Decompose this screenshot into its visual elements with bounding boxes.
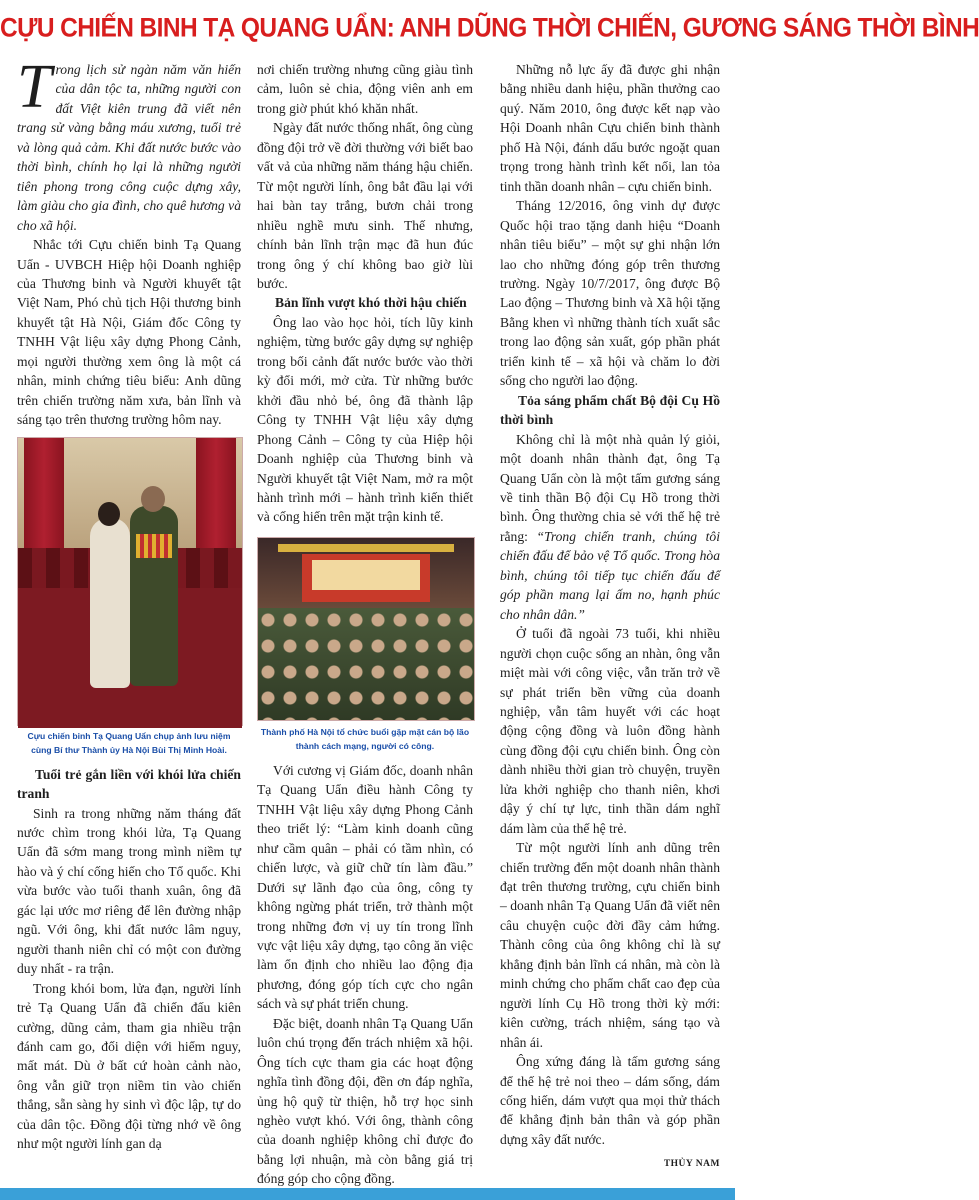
column-2: [257, 60, 473, 1189]
paragraph: Ngày đất nước thống nhất, ông cùng đồng đội trở về đời thường với biết bao vất vả của những năm tháng hậu chiến. Từ một người lính, ông bắt đầu lại với hai bàn tay trắng, bươn chải trong nhiều nghề mưu sinh. Thế nhưng, chính bản lĩnh trận mạc đã hun đúc trong ông ý chí không bao giờ lùi bước.: [257, 120, 473, 291]
paragraph: Nhắc tới Cựu chiến binh Tạ Quang Uẩn - UVBCH Hiệp hội Doanh nghiệp của Thương binh và Người khuyết tật Việt Nam, Phó chủ tịch Hội thương binh khuyết tật Hà Nội, Giám đốc Công ty TNHH Vật liệu xây dựng Phong Cảnh, mọi người thường xem ông là một cá nhân, minh chứng tiêu biểu: Anh dũng trên chiến trường năm xưa, bản lĩnh và sáng tạo trên thương trường hôm nay.: [17, 237, 241, 428]
photo-commemorative: [17, 437, 243, 726]
paragraph: Ông lao vào học hỏi, tích lũy kinh nghiệm, từng bước gây dựng sự nghiệp trong bối cảnh đất nước bước vào thời kỳ đổi mới, mở cửa. Từ những bước khởi đầu nhỏ bé, ông đã thành lập Công ty TNHH Vật liệu xây dựng Phong Cảnh – Công ty của Hiệp hội Doanh nghiệp của Thương binh và Người khuyết tật Việt Nam, mở ra một hành trình mới – hành trình kiến thiết và cống hiến trên mặt trận kinh tế.: [257, 314, 473, 525]
paragraph: Với cương vị Giám đốc, doanh nhân Tạ Quang Uẩn điều hành Công ty TNHH Vật liệu xây dựng Phong Cảnh theo triết lý: “Làm kinh doanh cũng như cầm quân – phải có tầm nhìn, có chiến lược, và giữ chữ tín làm đầu.” Dưới sự lãnh đạo của ông, công ty không ngừng phát triển, trở thành một trong những đơn vị uy tín trong lĩnh vực vật liệu xây dựng, tạo công ăn việc làm ổn định cho nhiều lao động địa phương, đóng góp tích cực cho ngân sách và sự phát triển chung.: [257, 762, 473, 1012]
article-headline: CỰU CHIẾN BINH TẠ QUANG UẨN: ANH DŨNG THỜI CHIẾN, GƯƠNG SÁNG THỜI BÌNH: [0, 13, 979, 44]
section-subhead: Tỏa sáng phẩm chất Bộ đội Cụ Hồ thời bình: [500, 392, 720, 428]
paragraph: Sinh ra trong những năm tháng đất nước chìm trong khói lửa, Tạ Quang Uẩn đã sớm mang trong mình niềm tự hào và ý chí cống hiến cho Tổ quốc. Khi vừa bước vào tuổi thanh xuân, ông đã gác lại ước mơ riêng để lên đường nhập ngũ. Với ông, khi đất nước lâm nguy, người thanh niên chỉ có một con đường duy nhất - ra trận.: [17, 805, 241, 977]
paragraph: Những nỗ lực ấy đã được ghi nhận bằng nhiều danh hiệu, phần thưởng cao quý. Năm 2010, ông được kết nạp vào Hội Doanh nhân Cựu chiến binh thành phố Hà Nội, đánh dấu bước ngoặt quan trọng trong hành trình kết nối, lan tỏa tinh thần doanh nhân – cựu chiến binh.: [500, 62, 720, 194]
footer-bar: [0, 1188, 735, 1200]
column-3: [500, 60, 720, 1175]
quote: “Trong chiến tranh, chúng tôi chiến đấu để bảo vệ Tổ quốc. Trong hòa bình, chúng tôi tiếp tục chiến đấu để góp phần mang lại ấm no, hạnh phúc cho nhân dân.”: [500, 528, 720, 622]
photo-caption: Thành phố Hà Nội tổ chức buổi gặp mặt cán bộ lão thành cách mạng, người có công.: [260, 726, 470, 751]
photo-meeting: [257, 537, 475, 721]
column-1: [17, 53, 241, 1154]
paragraph-lead: Không chỉ là một nhà quản lý giỏi, một doanh nhân thành đạt, ông Tạ Quang Uẩn còn là một tấm gương sáng về tinh thần Bộ đội Cụ Hồ trong thời bình. Ông thường chia sẻ với thế hệ trẻ rằng:: [500, 431, 720, 544]
paragraph: Từ một người lính anh dũng trên chiến trường đến một doanh nhân thành đạt trên thương trường, cựu chiến binh – doanh nhân Tạ Quang Uẩn đã viết nên câu chuyện cuộc đời đầy cảm hứng. Thành công của ông không chỉ là sự khẳng định bản lĩnh cá nhân, mà còn là minh chứng cho phẩm chất cao đẹp của người lính Cụ Hồ trong thời kỳ mới: kiên cường, trách nhiệm, sáng tạo và nhân ái.: [500, 840, 720, 1050]
author-byline: THỦY NAM: [663, 1159, 720, 1170]
paragraph: Ở tuổi đã ngoài 73 tuổi, khi nhiều người chọn cuộc sống an nhàn, ông vẫn miệt mài với công việc, vẫn trăn trở về sự phát triển bền vững của doanh nghiệp, vẫn tâm huyết với các hoạt động cộng đồng và luôn đồng hành cùng đồng đội cựu chiến binh. Ông còn dành nhiều thời gian trò chuyện, truyền lửa khởi nghiệp cho thanh niên, khơi dậy ý chí tự lực, tinh thần dám nghĩ dám làm của thế hệ trẻ.: [500, 626, 720, 836]
section-subhead: Tuổi trẻ gắn liền với khói lửa chiến tranh: [17, 766, 241, 802]
section-subhead: Bản lĩnh vượt khó thời hậu chiến: [275, 295, 467, 311]
paragraph: Tháng 12/2016, ông vinh dự được Quốc hội trao tặng danh hiệu “Doanh nhân tiêu biểu” – một sự ghi nhận lớn lao cho những đóng góp trên thương trường. Ngày 10/7/2017, ông được Bộ Lao động – Thương binh và Xã hội tặng Bằng khen vì những thành tích xuất sắc trong lao động sản xuất, góp phần phát triển kinh tế – xã hội và chăm lo đời sống cho người lao động.: [500, 198, 720, 389]
paragraph: Ông xứng đáng là tấm gương sáng để thế hệ trẻ noi theo – dám sống, dám cống hiến, dám vượt qua mọi thử thách để khẳng định bản thân và góp phần dựng xây đất nước.: [500, 1054, 720, 1147]
photo-caption: Cựu chiến binh Tạ Quang Uẩn chụp ảnh lưu niệm cùng Bí thư Thành ủy Hà Nội Bùi Thị Minh Hoài.: [27, 730, 231, 755]
paragraph: Trong khói bom, lửa đạn, người lính trẻ Tạ Quang Uẩn đã chiến đấu kiên cường, dũng cảm, tham gia nhiều trận đánh cam go, đối diện với hiểm nguy, mất mát. Dù ở bất cứ hoàn cảnh nào, ông vẫn giữ trọn niềm tin vào chiến thắng, sẵn sàng hy sinh vì độc lập, tự do của dân tộc. Đồng đội từng nhớ về ông như một người lính gan dạ: [17, 980, 241, 1152]
intro-text: rong lịch sử ngàn năm văn hiến của dân tộc ta, những người con đất Việt kiên trung đã viết nên trang sử vàng bằng máu xương, tuổi trẻ và lòng quả cảm. Khi đất nước bước vào thời bình, chính họ lại là những người tiên phong trong công cuộc dựng xây, làm giàu cho gia đình, cho quê hương và cho xã hội.: [17, 62, 241, 233]
paragraph: [500, 430, 720, 625]
paragraph: nơi chiến trường nhưng cũng giàu tình cảm, luôn sẻ chia, động viên anh em trong giờ phút khó khăn nhất.: [257, 62, 473, 116]
drop-cap: T: [17, 53, 52, 121]
paragraph: Đặc biệt, doanh nhân Tạ Quang Uẩn luôn chú trọng đến trách nhiệm xã hội. Ông tích cực tham gia các hoạt động nghĩa tình đồng đội, đền ơn đáp nghĩa, ủng hộ quỹ từ thiện, hỗ trợ học sinh nghèo vượt khó. Với ông, thành công của doanh nghiệp không chỉ được đo bằng lợi nhuận, mà còn bằng giá trị đóng góp cho cộng đồng.: [257, 1015, 473, 1187]
intro-paragraph: [17, 53, 241, 235]
